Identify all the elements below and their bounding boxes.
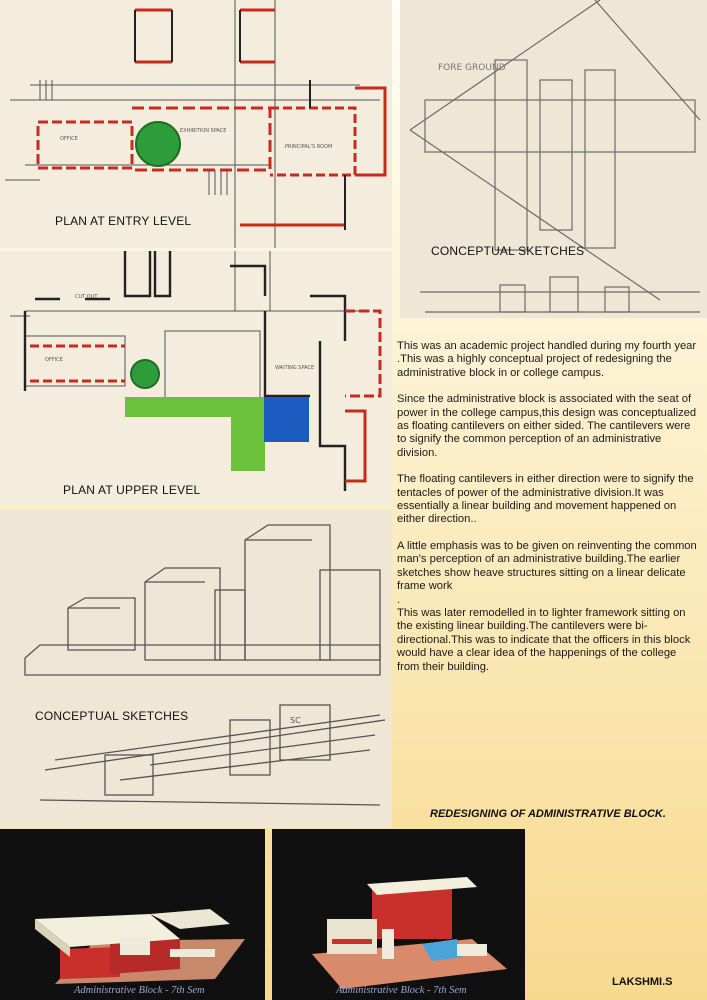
plan-entry-panel	[0, 0, 392, 248]
plan-principal-label: PRINCIPAL'S ROOM	[285, 144, 333, 150]
model-left-image	[0, 829, 265, 1000]
plan-upper-drawing	[0, 251, 392, 506]
plan-waiting-label: WAITING SPACE	[275, 365, 315, 371]
description-paragraph-2: Since the administrative block is associated with the seat of power in the college campus,this design was conceptualized as floating cantilevers on either sided. The cantilevers were to signify the common perception of an administrative division.	[397, 393, 697, 459]
plan-office-label: OFFICE	[60, 136, 78, 142]
description-paragraph-1: This was an academic project handled during my fourth year .This was a highly conceptual project of redesigning the administrative block in or college campus.	[397, 340, 697, 379]
sketch-top-panel	[400, 0, 707, 318]
project-title: REDESIGNING OF ADMINISTRATIVE BLOCK.	[430, 808, 666, 820]
caption-left: Administrative Block - 7th Sem	[74, 985, 205, 996]
sketch-mid-label: CONCEPTUAL SKETCHES	[35, 709, 189, 723]
model-right-image	[272, 829, 525, 1000]
description-paragraph-5: .	[397, 593, 401, 606]
plan-cutout-label: CUT OUT	[75, 294, 98, 300]
plan-office2-label: OFFICE	[45, 357, 63, 363]
description-paragraph-6: This was later remodelled in to lighter framework sitting on the existing linear building.The cantilevers were bi-directional.This was to indicate that the officers in this block would have a clear idea of the happenings of the college from their building.	[397, 606, 691, 673]
plan-upper-panel	[0, 251, 392, 506]
description-paragraph-3: The floating cantilevers in either direction were to signify the tentacles of power of the administrative division.It was essentially a linear building and movement happened on either direction..	[397, 473, 694, 526]
plan-upper-label: PLAN AT UPPER LEVEL	[63, 483, 201, 497]
project-description	[397, 340, 697, 687]
description-paragraph-4: A little emphasis was to be given on reinventing the common man's perception of an administrative building.The earlier sketches show heave structures sitting on a linear delicate frame work	[397, 539, 697, 593]
sc-label: SC	[290, 716, 301, 725]
sketch-mid-drawing	[0, 510, 392, 828]
plan-entry-drawing	[0, 0, 392, 248]
model-photo-left	[0, 829, 265, 1000]
sketch-top-drawing	[400, 0, 707, 318]
author-name: LAKSHMI.S	[612, 976, 673, 988]
model-photo-right	[272, 829, 525, 1000]
caption-right: Administrative Block - 7th Sem	[336, 985, 467, 996]
plan-exhibition-label: EXHIBITION SPACE	[180, 128, 227, 134]
foreground-label: FORE GROUND	[438, 63, 506, 73]
sketch-top-label: CONCEPTUAL SKETCHES	[431, 244, 585, 258]
plan-entry-label: PLAN AT ENTRY LEVEL	[55, 214, 192, 228]
sketch-mid-panel	[0, 510, 392, 828]
